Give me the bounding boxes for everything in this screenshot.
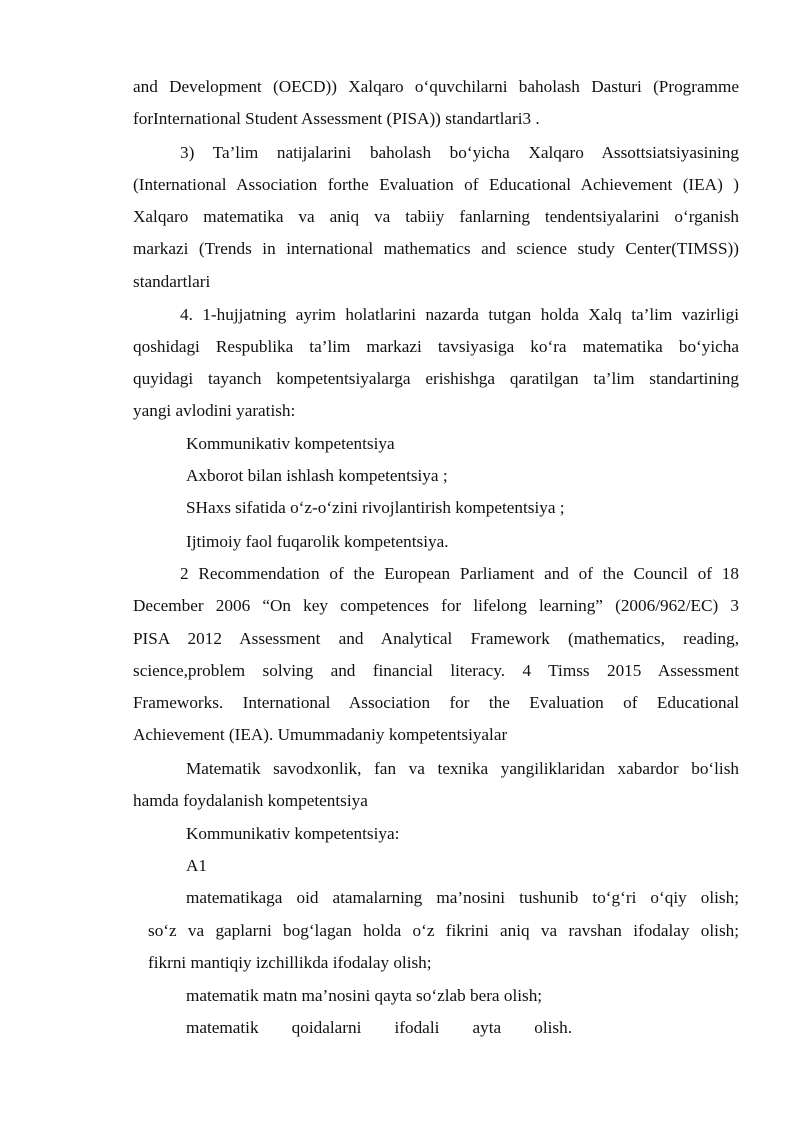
text-line: (International Association forthe Evaluation of Educational Achievement (IEA) ) [133,175,739,194]
list-item: matematikaga oid atamalarning ma’nosini tushunib to‘g‘ri o‘qiy olish; [186,888,739,907]
footnote-line: PISA 2012 Assessment and Analytical Framework (mathematics, reading, [133,629,739,648]
text-line: 3) Ta’lim natijalarini baholash bo‘yicha Xalqaro Assottsiatsiyasining [180,143,739,162]
list-item: Kommunikativ kompetentsiya [186,434,395,453]
text-line: Matematik savodxonlik, fan va texnika yangiliklaridan xabardor bo‘lish [186,759,739,778]
footnote-line: Frameworks. International Association for the Evaluation of Educational [133,693,739,712]
text-line: 4. 1-hujjatning ayrim holatlarini nazarda tutgan holda Xalq ta’lim vazirligi [180,305,739,324]
list-item: fikrni mantiqiy izchillikda ifodalay olish; [148,953,432,972]
list-item: so‘z va gaplarni bog‘lagan holda o‘z fikrini aniq va ravshan ifodalay olish; [148,921,739,940]
text-line: quyidagi tayanch kompetentsiyalarga erishishga qaratilgan ta’lim standartining [133,369,739,388]
footnote-line: 2 Recommendation of the European Parliament and of the Council of 18 [180,564,739,583]
list-item: matematik qoidalarni ifodali ayta olish. [186,1018,572,1037]
footnote-line: science,problem solving and financial literacy. 4 Timss 2015 Assessment [133,661,739,680]
text-line: hamda foydalanish kompetentsiya [133,791,368,810]
list-item: SHaxs sifatida o‘z-o‘zini rivojlantirish kompetentsiya ; [186,498,565,517]
section-heading: Kommunikativ kompetentsiya: [186,824,400,843]
footnote-line: Achievement (IEA). Umummadaniy kompetentsiyalar [133,725,508,744]
section-label: A1 [186,856,208,875]
text-line: and Development (OECD)) Xalqaro o‘quvchilarni baholash Dasturi (Programme [133,77,739,96]
svg-text:​: ​ [39,231,66,268]
text-line: Xalqaro matematika va aniq va tabiiy fanlarning tendentsiyalarini o‘rganish [133,207,739,226]
text-line: standartlari [133,272,211,291]
list-item: Ijtimoiy faol fuqarolik kompetentsiya. [186,532,449,551]
text-line: forInternational Student Assessment (PISA)) standartlari3 . [133,109,540,128]
text-line: qoshidagi Respublika ta’lim markazi tavsiyasiga ko‘ra matematika bo‘yicha [133,337,739,356]
list-item: Axborot bilan ishlash kompetentsiya ; [186,466,448,485]
text-line: markazi (Trends in international mathematics and science study Center(TIMSS)) [133,239,739,258]
list-item: matematik matn ma’nosini qayta so‘zlab bera olish; [186,986,543,1005]
text-line: yangi avlodini yaratish: [133,401,296,420]
footnote-line: December 2006 “On key competences for lifelong learning” (2006/962/EC) 3 [133,596,739,615]
